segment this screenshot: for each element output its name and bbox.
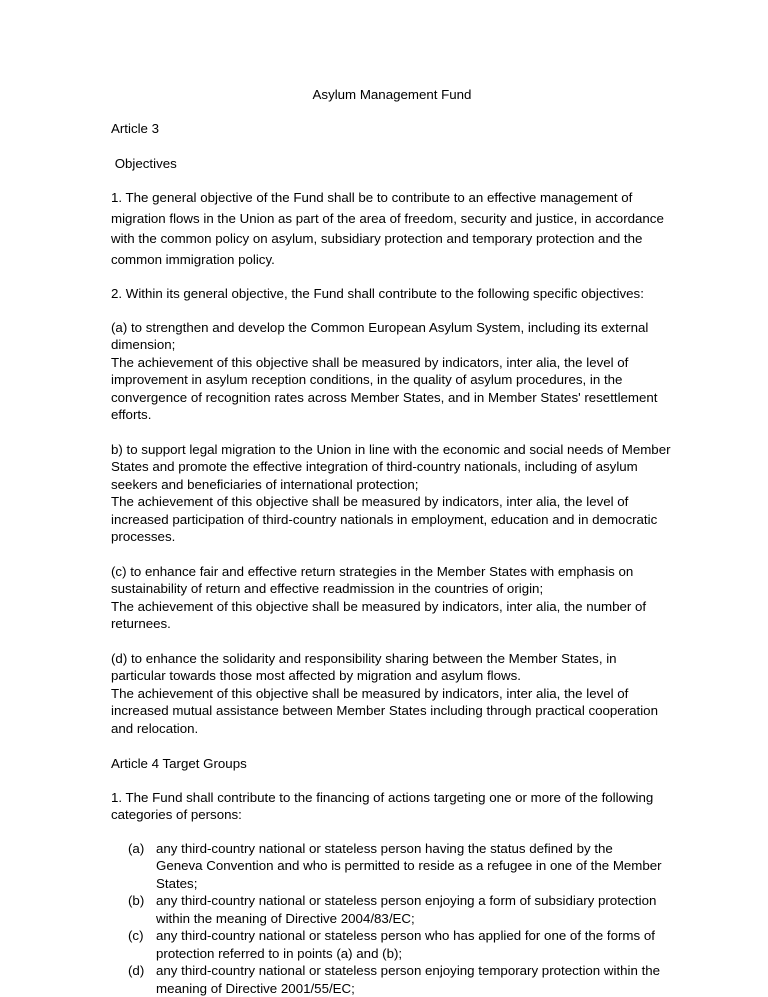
- objective-d: [111, 650, 673, 738]
- objective-b-statement: b) to support legal migration to the Union in line with the economic and social needs of Member States and promote the effective integration of third-country nationals, including of asylum seekers and beneficiaries of international protection;: [111, 442, 671, 492]
- objective-c-measurement: The achievement of this objective shall be measured by indicators, inter alia, the number of returnees.: [111, 599, 646, 632]
- list-item-marker: (c): [111, 927, 156, 962]
- objective-c-statement: (c) to enhance fair and effective return strategies in the Member States with emphasis on sustainability of return and effective readmission in the countries of origin;: [111, 564, 633, 597]
- article-3-heading: Article 3: [111, 119, 673, 140]
- list-item-marker: (b): [111, 892, 156, 927]
- target-groups-list: [111, 840, 673, 997]
- objective-d-statement: (d) to enhance the solidarity and responsibility sharing between the Member States, in particular towards those most affected by migration and asylum flows.: [111, 651, 617, 684]
- list-item: [111, 840, 673, 893]
- objective-c: [111, 563, 673, 633]
- article-4-heading: Article 4 Target Groups: [111, 754, 673, 775]
- objective-a-measurement: The achievement of this objective shall be measured by indicators, inter alia, the level of improvement in asylum reception conditions, in the quality of asylum procedures, in the convergence of recognition rates across Member States, and in Member States' resettlement efforts.: [111, 355, 658, 423]
- list-item: [111, 892, 673, 927]
- list-item-text: any third-country national or stateless person enjoying a form of subsidiary protection within the meaning of Directive 2004/83/EC;: [156, 892, 673, 927]
- list-item-text: any third-country national or stateless person enjoying temporary protection within the meaning of Directive 2001/55/EC;: [156, 962, 673, 997]
- objective-b: [111, 441, 673, 546]
- article-4-paragraph-1: 1. The Fund shall contribute to the financing of actions targeting one or more of the following categories of persons:: [111, 789, 673, 824]
- objective-d-measurement: The achievement of this objective shall be measured by indicators, inter alia, the level of increased mutual assistance between Member States including through practical cooperation and relocation.: [111, 686, 658, 736]
- objective-b-measurement: The achievement of this objective shall be measured by indicators, inter alia, the level of increased participation of third-country nationals in employment, education and in democratic processes.: [111, 494, 657, 544]
- article-3-paragraph-1: 1. The general objective of the Fund shall be to contribute to an effective management of migration flows in the Union as part of the area of freedom, security and justice, in accordance with the common policy on asylum, subsidiary protection and temporary protection and the common immigration policy.: [111, 188, 673, 270]
- objective-a: [111, 319, 673, 424]
- document-title: Asylum Management Fund: [111, 85, 673, 105]
- list-item-text: any third-country national or stateless person having the status defined by the Geneva Convention and who is permitted to reside as a refugee in one of the Member States;: [156, 840, 673, 893]
- article-3-subheading: Objectives: [111, 154, 673, 175]
- objective-a-statement: (a) to strengthen and develop the Common European Asylum System, including its external dimension;: [111, 320, 648, 353]
- list-item-text: any third-country national or stateless person who has applied for one of the forms of protection referred to in points (a) and (b);: [156, 927, 673, 962]
- list-item: [111, 962, 673, 997]
- list-item-marker: (a): [111, 840, 156, 893]
- list-item-marker: (d): [111, 962, 156, 997]
- list-item: [111, 927, 673, 962]
- article-3-paragraph-2: 2. Within its general objective, the Fund shall contribute to the following specific objectives:: [111, 284, 673, 305]
